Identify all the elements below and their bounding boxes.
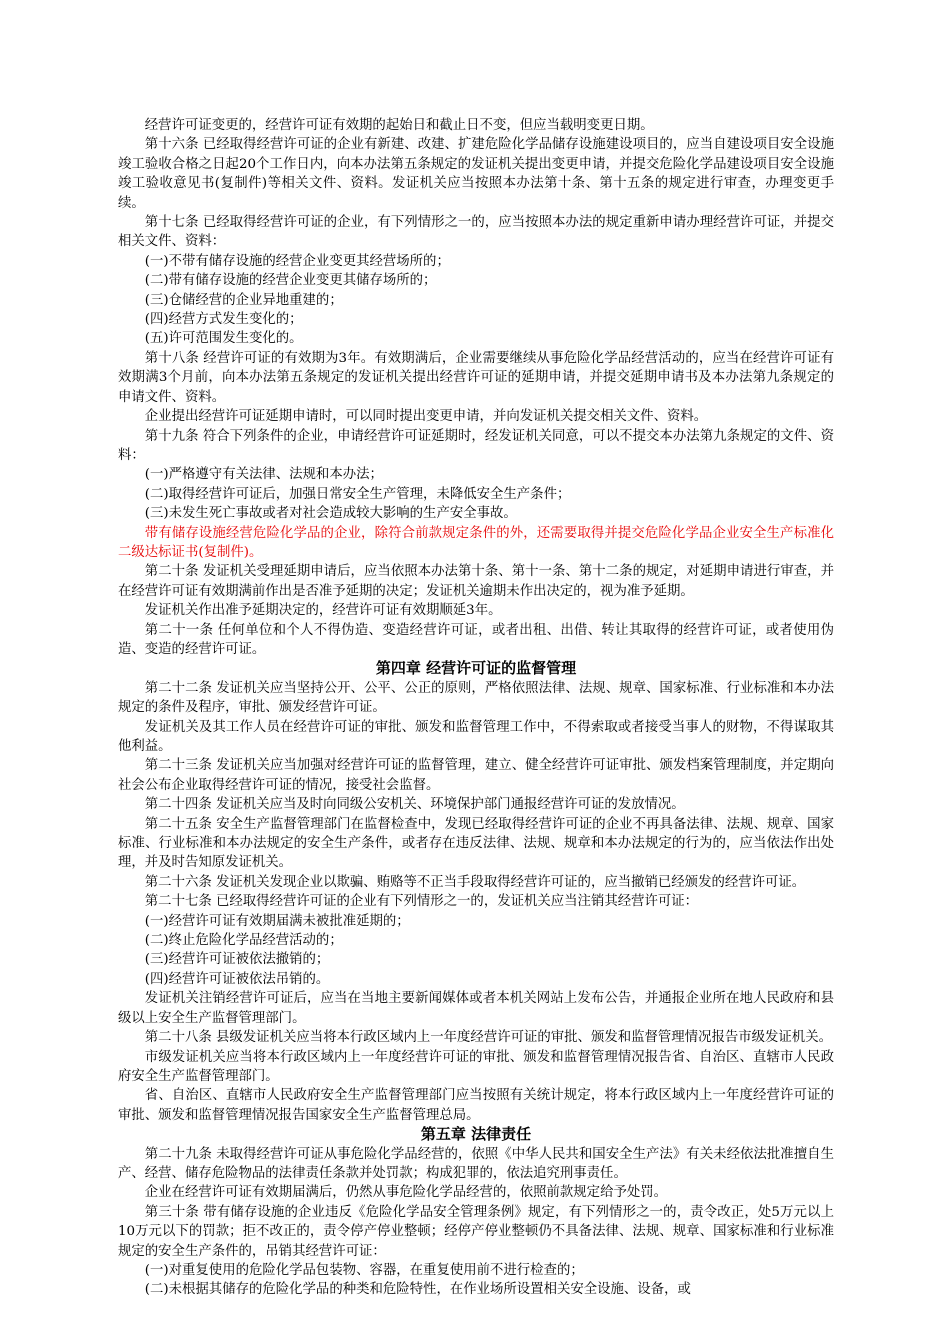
list-item: (三)经营许可证被依法撤销的； [144, 952, 330, 968]
article-18: 第十八条 经营许可证的有效期为3年。有效期满后，企业需要继续从事危险化学品经营活动的，应当在经营许可证有效期满3个月前，向本办法第五条规定的发证机关提出经营许可证的延期申请，并提交延期申请书及本办法第九条规定的申请文件、资料。 [118, 350, 834, 405]
paragraph: 企业提出经营许可证延期申请时，可以同时提出变更申请，并向发证机关提交相关文件、资料。 [144, 409, 708, 425]
paragraph: 经营许可证变更的，经营许可证有效期的起始日和截止日不变，但应当载明变更日期。 [144, 118, 654, 133]
article-27: 第二十七条 已经取得经营许可证的企业有下列情形之一的，发证机关应当注销其经营许可证： [144, 894, 699, 910]
chapter-5-heading: 第五章 法律责任 [420, 1125, 532, 1144]
list-item: (四)经营许可证被依法吊销的。 [144, 971, 330, 987]
article-29: 第二十九条 未取得经营许可证从事危险化学品经营的，依照《中华人民共和国安全生产法》有关未经依法批准擅自生产、经营、储存危险物品的法律责任条款并处罚款；构成犯罪的，依法追究刑事责任。 [118, 1146, 834, 1181]
paragraph: 省、自治区、直辖市人民政府安全生产监督管理部门应当按照有关统计规定，将本行政区域内上一年度经营许可证的审批、颁发和监督管理情况报告国家安全生产监督管理总局。 [118, 1088, 834, 1123]
article-22: 第二十二条 发证机关应当坚持公开、公平、公正的原则，严格依照法律、法规、规章、国家标准、行业标准和本办法规定的条件及程序，审批、颁发经营许可证。 [118, 680, 834, 716]
list-item: (三)未发生死亡事故或者对社会造成较大影响的生产安全事故。 [144, 506, 517, 522]
list-item: (三)仓储经营的企业异地重建的； [144, 292, 343, 308]
list-item: (一)对重复使用的危险化学品包装物、容器，在重复使用前不进行检查的； [144, 1262, 584, 1278]
article-28: 第二十八条 县级发证机关应当将本行政区域内上一年度经营许可证的审批、颁发和监督管理情况报告市级发证机关。 [144, 1030, 832, 1046]
highlighted-paragraph: 带有储存设施经营危险化学品的企业，除符合前款规定条件的外，还需要取得并提交危险化学品企业安全生产标准化二级达标证书(复制件)。 [118, 525, 834, 560]
article-30: 第三十条 带有储存设施的企业违反《危险化学品安全管理条例》规定，有下列情形之一的，责令改正，处5万元以上10万元以下的罚款；拒不改正的，责令停产停业整顿；经停产停业整顿仍不具备法律、法规、规章、国家标准和行业标准规定的安全生产条件的，吊销其经营许可证： [118, 1204, 834, 1259]
paragraph: 发证机关作出准予延期决定的，经营许可证有效期顺延3年。 [144, 603, 502, 619]
list-item: (二)带有储存设施的经营企业变更其储存场所的； [144, 273, 437, 289]
article-17: 第十七条 已经取得经营许可证的企业，有下列情形之一的，应当按照本办法的规定重新申请办理经营许可证，并提交相关文件、资料： [118, 215, 834, 250]
chapter-4-heading: 第四章 经营许可证的监督管理 [375, 659, 577, 678]
article-19: 第十九条 符合下列条件的企业，申请经营许可证延期时，经发证机关同意，可以不提交本办法第九条规定的文件、资料： [118, 428, 834, 463]
list-item: (二)取得经营许可证后，加强日常安全生产管理，未降低安全生产条件； [144, 486, 571, 502]
article-21: 第二十一条 任何单位和个人不得伪造、变造经营许可证，或者出租、出借、转让其取得的经营许可证，或者使用伪造、变造的经营许可证。 [118, 622, 834, 657]
list-item: (一)经营许可证有效期届满未被批准延期的； [144, 913, 410, 929]
list-item: (二)未根据其储存的危险化学品的种类和危险特性，在作业场所设置相关安全设施、设备，或 [144, 1282, 691, 1298]
list-item: (一)不带有储存设施的经营企业变更其经营场所的； [144, 253, 450, 269]
article-26: 第二十六条 发证机关发现企业以欺骗、贿赂等不正当手段取得经营许可证的，应当撤销已经颁发的经营许可证。 [144, 874, 806, 890]
article-25: 第二十五条 安全生产监督管理部门在监督检查中，发现已经取得经营许可证的企业不再具备法律、法规、规章、国家标准、行业标准和本办法规定的安全生产条件，或者存在违反法律、法规、规章和本办法规定的行为的，应当依法作出处理，并及时告知原发证机关。 [118, 816, 834, 871]
document-page [118, 116, 834, 1300]
article-16: 第十六条 已经取得经营许可证的企业有新建、改建、扩建危险化学品储存设施建设项目的，应当自建设项目安全设施竣工验收合格之日起20个工作日内，向本办法第五条规定的发证机关提出变更申请，并提交危险化学品建设项目安全设施竣工验收意见书(复制件)等相关文件、资料。发证机关应当按照本办法第十条、第十五条的规定进行审查，办理变更手续。 [118, 137, 834, 211]
paragraph: 企业在经营许可证有效期届满后，仍然从事危险化学品经营的，依照前款规定给予处罚。 [144, 1185, 668, 1201]
paragraph: 发证机关注销经营许可证后，应当在当地主要新闻媒体或者本机关网站上发布公告，并通报企业所在地人民政府和县级以上安全生产监督管理部门。 [118, 991, 834, 1026]
list-item: (四)经营方式发生变化的； [144, 312, 303, 328]
article-24: 第二十四条 发证机关应当及时向同级公安机关、环境保护部门通报经营许可证的发放情况。 [144, 797, 685, 813]
article-20: 第二十条 发证机关受理延期申请后，应当依照本办法第十条、第十一条、第十二条的规定，对延期申请进行审查，并在经营许可证有效期满前作出是否准予延期的决定；发证机关逾期未作出决定的，视为准予延期。 [118, 564, 834, 599]
paragraph: 市级发证机关应当将本行政区域内上一年度经营许可证的审批、颁发和监督管理情况报告省、自治区、直辖市人民政府安全生产监督管理部门。 [118, 1049, 834, 1084]
paragraph: 发证机关及其工作人员在经营许可证的审批、颁发和监督管理工作中，不得索取或者接受当事人的财物，不得谋取其他利益。 [118, 719, 834, 754]
article-23: 第二十三条 发证机关应当加强对经营许可证的监督管理，建立、健全经营许可证审批、颁发档案管理制度，并定期向社会公布企业取得经营许可证的情况，接受社会监督。 [118, 758, 834, 793]
list-item: (一)严格遵守有关法律、法规和本办法； [144, 467, 383, 483]
list-item: (二)终止危险化学品经营活动的； [144, 933, 343, 949]
list-item: (五)许可范围发生变化的。 [144, 331, 303, 347]
